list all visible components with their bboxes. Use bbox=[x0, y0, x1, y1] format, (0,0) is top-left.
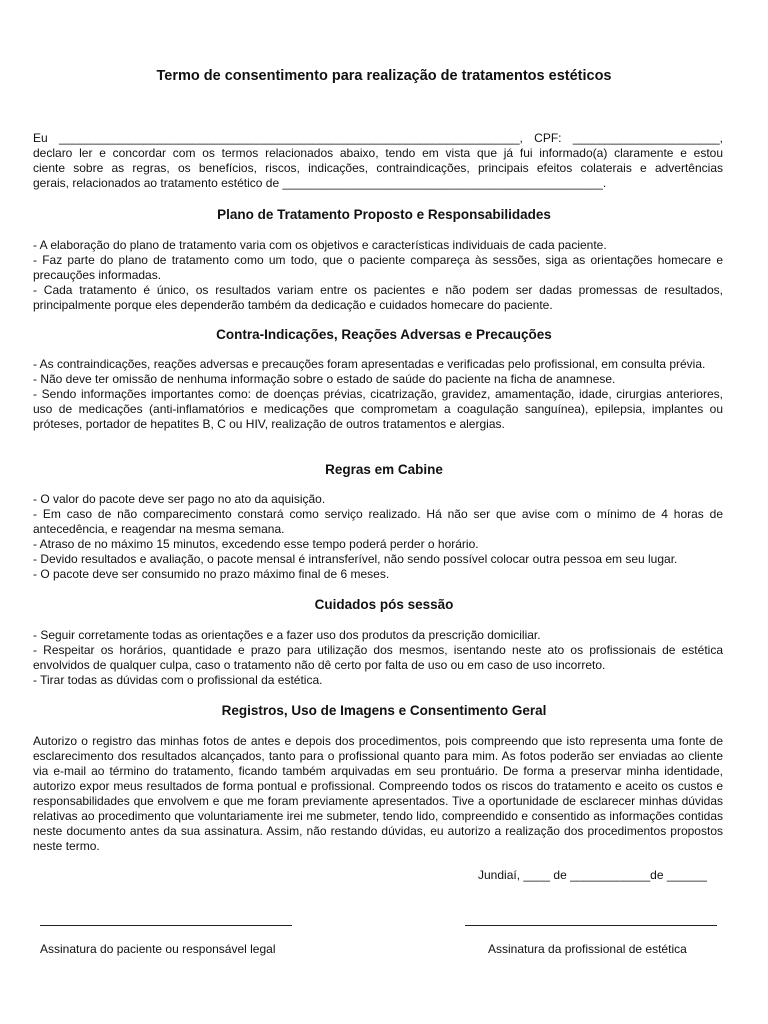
section-paragraph: - A elaboração do plano de tratamento varia com os objetivos e características individuais de cada paciente. bbox=[33, 238, 607, 252]
section-paragraph: Autorizo o registro das minhas fotos de antes e depois dos procedimentos, pois compreendo que isto representa uma fonte de esclarecimento dos resultados alcançados, tanto para o profissional quanto para mim. As fotos poderão ser enviadas ao cliente via e-mail ao término do tratamento, ficando também arquivadas em seu prontuário. De forma a preservar minha identidade, autorizo expor meus resultados de forma pontual e profissional. Compreendo todos os riscos do tratamento e aceito os custos e responsabilidades que envolvem e que me foram previamente apresentados. Tive a oportunidade de esclarecer minhas dúvidas relativas ao procedimento que voluntariamente irei me submeter, tendo lido, compreendido e consentido as informações contidas neste documento antes da sua assinatura. Assim, não restando dúvidas, eu autorizo a realização dos procedimentos propostos neste termo. bbox=[33, 734, 723, 853]
section-paragraph: - Sendo informações importantes como: de doenças prévias, cicatrização, gravidez, amamentação, idade, cirurgias anteriores, uso de medicações (anti-inflamatórios e medicações que comprometam a coagulação sanguínea), epilepsia, implantes ou próteses, portador de hepatites B, C ou HIV, realização de outros tratamentos e alergias. bbox=[33, 387, 723, 431]
section-paragraph: - Seguir corretamente todas as orientações e a fazer uso dos produtos da prescrição domiciliar. bbox=[33, 628, 541, 642]
section-paragraph: - Em caso de não comparecimento constará como serviço realizado. Há não ser que avise com o mínimo de 4 horas de antecedência, e reagendar na mesma semana. bbox=[33, 507, 723, 536]
section-heading-plano-tratamento: Plano de Tratamento Proposto e Responsabilidades bbox=[217, 207, 551, 222]
section-paragraph: - O valor do pacote deve ser pago no ato da aquisição. bbox=[33, 492, 326, 506]
section-heading-registros-imagens: Registros, Uso de Imagens e Consentimento Geral bbox=[221, 703, 547, 718]
date-line: Jundiaí, ____ de ____________de ______ bbox=[478, 868, 707, 882]
section-paragraph: - Devido resultados e avaliação, o pacote mensal é intransferível, não sendo possível colocar outra pessoa em seu lugar. bbox=[33, 552, 678, 566]
section-body-regras-cabine bbox=[33, 492, 723, 582]
section-paragraph: - Cada tratamento é único, os resultados variam entre os pacientes e não podem ser dadas promessas de resultados, principalmente porque eles dependerão também da dedicação e cuidados homecare do paciente. bbox=[33, 283, 723, 312]
patient-signature-label: Assinatura do paciente ou responsável legal bbox=[40, 942, 276, 956]
document-title: Termo de consentimento para realização de tratamentos estéticos bbox=[156, 68, 612, 84]
section-paragraph: - Tirar todas as dúvidas com o profissional da estética. bbox=[33, 673, 323, 687]
section-body-plano-tratamento bbox=[33, 238, 723, 313]
intro-line: ciente sobre as regras, os benefícios, riscos, indicações, contraindicações, principais efeitos colaterais e advertências bbox=[33, 161, 723, 175]
section-heading-contra-indicacoes: Contra-Indicações, Reações Adversas e Precauções bbox=[216, 327, 552, 342]
professional-signature-label: Assinatura da profissional de estética bbox=[488, 942, 687, 956]
section-heading-regras-cabine: Regras em Cabine bbox=[325, 462, 443, 477]
section-paragraph: - Atraso de no máximo 15 minutos, excedendo esse tempo poderá perder o horário. bbox=[33, 537, 479, 551]
section-paragraph: - Respeitar os horários, quantidade e prazo para utilização dos mesmos, isentando neste ato os profissionais de estética envolvidos de qualquer culpa, caso o tratamento não dê certo por falta de uso ou em caso de uso incorreto. bbox=[33, 643, 723, 672]
intro-line: Eu _____________________________________________________________________, CPF: ______________________, bbox=[33, 131, 723, 145]
section-paragraph: - As contraindicações, reações adversas e precauções foram apresentadas e verificadas pelo profissional, em consulta prévia. bbox=[33, 357, 706, 371]
section-heading-cuidados-pos-sessao: Cuidados pós sessão bbox=[314, 597, 454, 612]
intro-line: declaro ler e concordar com os termos relacionados abaixo, tendo em vista que já fui informado(a) claramente e estou bbox=[33, 146, 723, 160]
section-body-contra-indicacoes bbox=[33, 357, 723, 432]
section-paragraph: - Faz parte do plano de tratamento como um todo, que o paciente compareça às sessões, siga as orientações homecare e precauções informadas. bbox=[33, 253, 723, 282]
intro-line: gerais, relacionados ao tratamento estético de ________________________________________________. bbox=[33, 176, 607, 190]
section-paragraph: - O pacote deve ser consumido no prazo máximo final de 6 meses. bbox=[33, 567, 390, 581]
patient-signature-line bbox=[40, 925, 292, 926]
professional-signature-line bbox=[465, 925, 717, 926]
intro-paragraph bbox=[33, 131, 723, 191]
section-body-cuidados-pos-sessao bbox=[33, 628, 723, 688]
section-paragraph: - Não deve ter omissão de nenhuma informação sobre o estado de saúde do paciente na ficha de anamnese. bbox=[33, 372, 616, 386]
section-body-registros-imagens bbox=[33, 734, 723, 854]
